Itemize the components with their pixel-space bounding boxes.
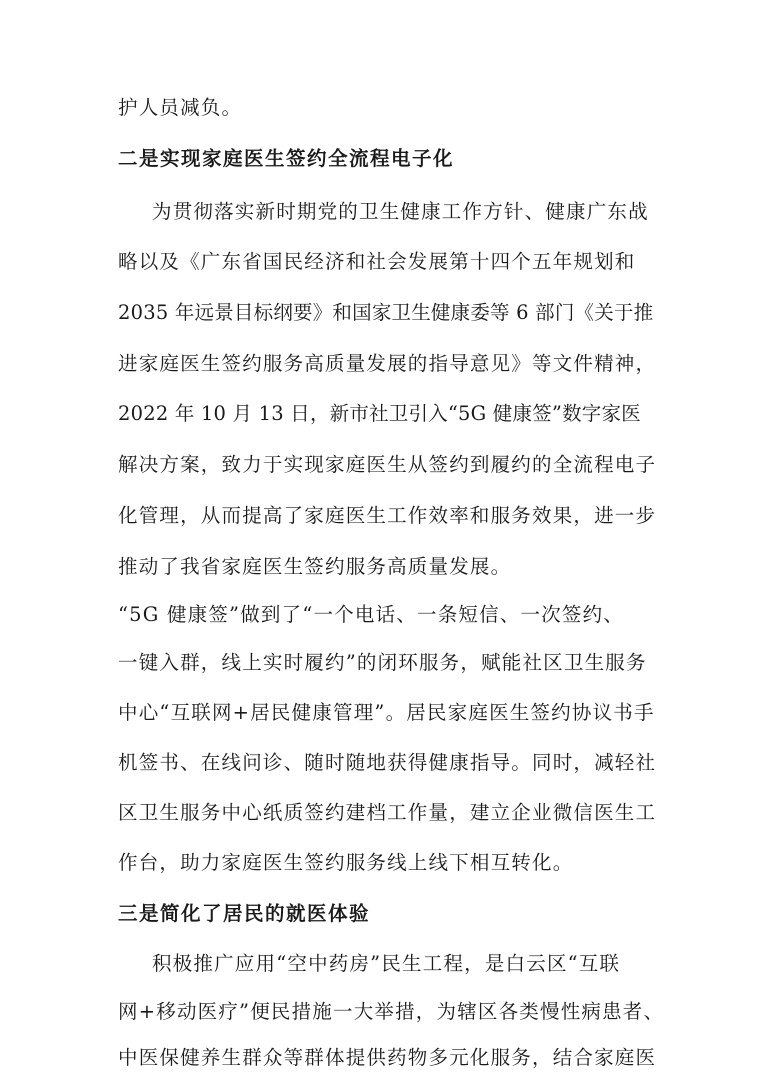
paragraph-line: 区卫生服务中心纸质签约建档工作量，建立企业微信医生工 <box>118 801 657 824</box>
paragraph-line: 中心“互联网+居民健康管理”。居民家庭医生签约协议书手 <box>118 701 655 724</box>
paragraph-line: 积极推广应用“空中药房”民生工程，是白云区“互联 <box>152 952 621 975</box>
section-heading: 二是实现家庭医生签约全流程电子化 <box>118 147 455 170</box>
paragraph-line: 网+移动医疗”便民措施一大举措，为辖区各类慢性病患者、 <box>118 1000 665 1023</box>
paragraph-line: 中医保健养生群众等群体提供药物多元化服务，结合家庭医 <box>118 1046 657 1069</box>
paragraph-line: 作台，助力家庭医生签约服务线上线下相互转化。 <box>118 851 574 874</box>
paragraph-line: 略以及《广东省国民经济和社会发展第十四个五年规划和 <box>118 250 636 273</box>
paragraph-line: 进家庭医生签约服务高质量发展的指导意见》等文件精神， <box>118 352 657 375</box>
section-heading: 三是简化了居民的就医体验 <box>118 902 371 925</box>
paragraph-line: 2035 年远景目标纲要》和国家卫生健康委等 6 部门《关于推 <box>118 301 654 324</box>
paragraph-line: 化管理，从而提高了家庭医生工作效率和服务效果，进一步 <box>118 504 657 527</box>
paragraph-line: 护人员减负。 <box>118 96 243 119</box>
paragraph-line: 机签书、在线问诊、随时随地获得健康指导。同时，减轻社 <box>118 751 657 774</box>
paragraph-line: 2022 年 10 月 13 日，新市社卫引入“5G 健康签”数字家医 <box>118 402 641 425</box>
paragraph-line: 推动了我省家庭医生签约服务高质量发展。 <box>118 555 512 578</box>
paragraph-line: 为贯彻落实新时期党的卫生健康工作方针、健康广东战 <box>152 200 649 223</box>
paragraph-line: “5G 健康签”做到了“一个电话、一条短信、一次签约、 <box>118 603 624 626</box>
paragraph-line: 解决方案，致力于实现家庭医生从签约到履约的全流程电子 <box>118 453 657 476</box>
paragraph-line: 一键入群，线上实时履约”的闭环服务，赋能社区卫生服务 <box>118 651 647 674</box>
